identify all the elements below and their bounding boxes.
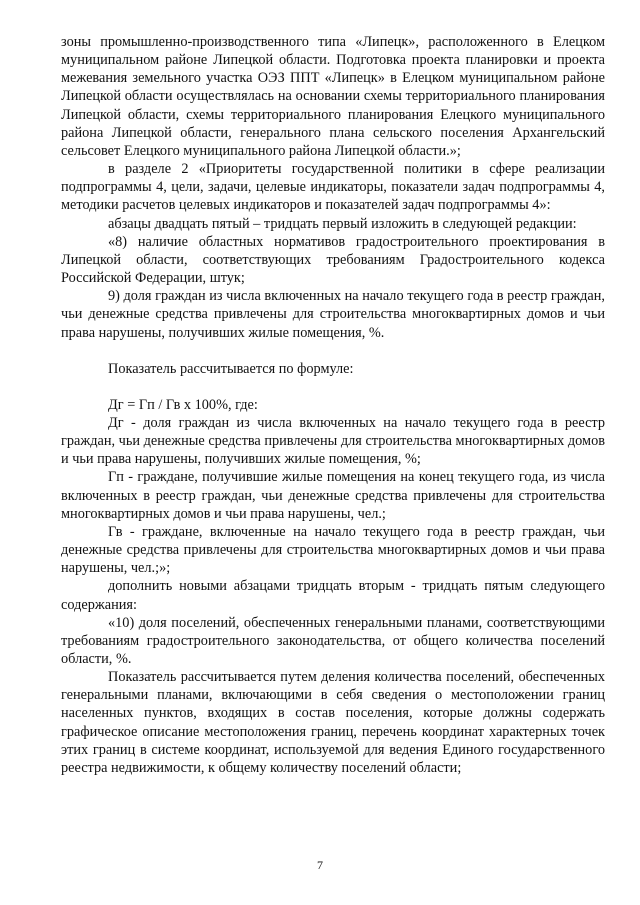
- page-number: 7: [317, 858, 323, 872]
- document-body: [61, 33, 605, 777]
- paragraph-add-32-35: дополнить новыми абзацами тридцать вторым - тридцать пятым следующего содержания:: [61, 578, 605, 613]
- paragraph-gp-definition: Гп - граждане, получившие жилые помещения на конец текущего года, из числа включенных в реестр граждан, чьи денежные средства привлечены для строительства многоквартирных домов и чьи права нарушены, чел.;: [61, 469, 605, 522]
- paragraph-formula: Дг = Гп / Гв х 100%, где:: [108, 396, 258, 413]
- paragraph-formula-intro: Показатель рассчитывается по формуле:: [108, 360, 354, 377]
- paragraph-item-8: «8) наличие областных нормативов градостроительного проектирования в Липецкой области, соответствующих требованиям Градостроительного кодекса Российской Федерации, штук;: [61, 233, 605, 287]
- paragraph-oez-continuation: зоны промышленно-производственного типа «Липецк», расположенного в Елецком муниципальном районе Липецкой области. Подготовка проекта планировки и проекта межевания земельного участка ОЭЗ ППТ «Липецк» в Елецком муниципальном районе Липецкой области осуществлялась на основании схемы территориального планирования Липецкой области, схемы территориального планирования Елецкого муниципального района Липецкой области, генерального плана сельского поселения Архангельский сельсовет Елецкого муниципального района Липецкой области.»;: [61, 34, 605, 159]
- paragraph-indicator-calc: Показатель рассчитывается путем деления количества поселений, обеспеченных генеральными планами, включающими в себя сведения о местоположении границ населенных пунктов, входящих в состав поселения, которые должны содержать графическое описание местоположения границ, перечень координат характерных точек этих границ в системе координат, используемой для ведения Единого государственного реестра недвижимости, к общему количеству поселений области;: [61, 669, 605, 776]
- paragraph-item-9: 9) доля граждан из числа включенных на начало текущего года в реестр граждан, чьи денежные средства привлечены для строительства многоквартирных домов и чьи права нарушены, получивших жилые помещения, %.: [61, 288, 605, 341]
- paragraph-item-10: «10) доля поселений, обеспеченных генеральными планами, соответствующими требованиям градостроительного законодательства, от общего количества поселений области, %.: [61, 614, 605, 667]
- paragraph-section-2: в разделе 2 «Приоритеты государственной политики в сфере реализации подпрограммы 4, цели, задачи, целевые индикаторы, показатели задач подпрограммы 4, методики расчетов целевых индикаторов и показателей задач подпрограммы 4»:: [61, 161, 605, 214]
- paragraph-gv-definition: Гв - граждане, включенные на начало текущего года в реестр граждан, чьи денежные средства привлечены для строительства многоквартирных домов и чьи права нарушены, чел.;»;: [61, 523, 605, 577]
- paragraph-amend-25-31: абзацы двадцать пятый – тридцать первый изложить в следующей редакции:: [108, 215, 577, 232]
- paragraph-dg-definition: Дг - доля граждан из числа включенных на начало текущего года в реестр граждан, чьи денежные средства привлечены для строительства многоквартирных домов и чьи права нарушены, получивших жилые помещения, %;: [61, 414, 605, 468]
